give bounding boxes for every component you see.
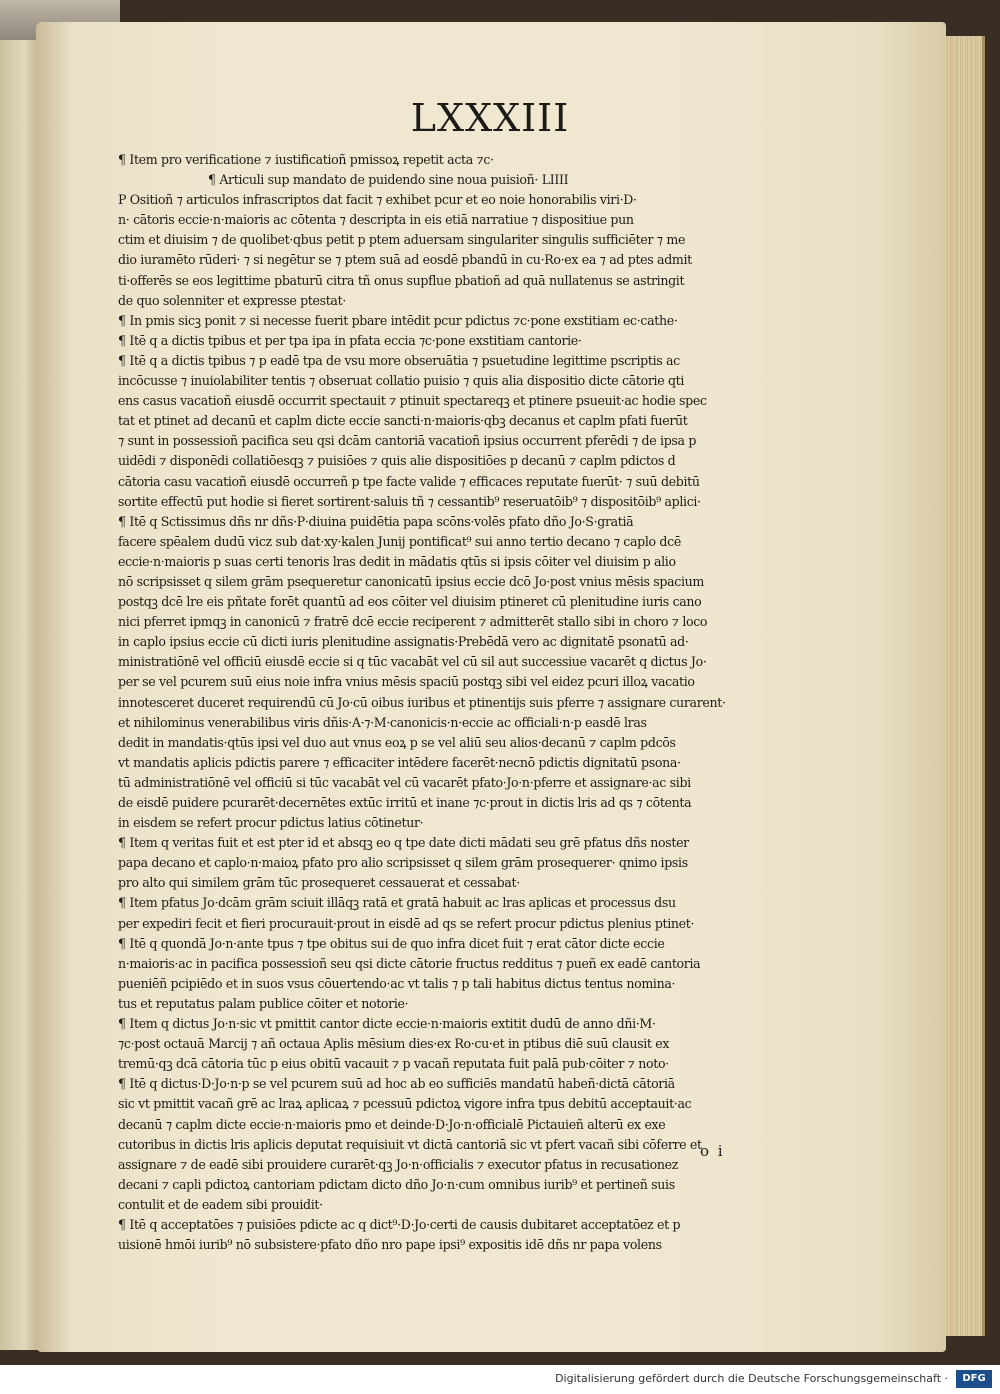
text-line: ¶ Item pro verificatione ⁊ iustificatioñ pmissoꝝ repetit acta ⁊c· [118,152,494,167]
text-line: n·maioris·ac in pacifica possessioñ seu qsi dicte cātorie fructus redditus ⁊ pueñ ex eadē cantoria [118,955,701,971]
text-line: ¶ Itē q a dictis tpibus ⁊ p eadē tpa de vsu more obseruātia ⁊ psuetudine legittime pscriptis ac [118,352,680,368]
text-line: ¶ Itē q Sctissimus dñs nr dñs·P·diuina puidētia papa scōns·volēs pfato dño Jo·S·gratiā [118,513,634,529]
text-line: in caplo ipsius eccie cū dicti iuris plenitudine assignatis·Prebēdā vero ac dignitatē psonatū ad· [118,634,689,650]
text-line: nici pferret ipmqꝫ in canonicū ⁊ fratrē dcē eccie reciperent ⁊ admitterēt stallo sibi in choro ⁊ loco [118,614,708,630]
text-line: n· cātoris eccie·n·maioris ac cōtenta ⁊ descripta in eis etiā narratiue ⁊ dispositiue pun [118,212,634,228]
text-line: in eisdem se refert procur pdictus latius cōtinetur· [118,815,424,831]
text-line: cutoribus in dictis lris aplicis deputat requisiuit vt dictā cantoriā sic vt pfert vacañ sibi cōferre et [118,1136,702,1152]
left-page-edge [0,40,40,1350]
text-line: P Ositioñ ⁊ articulos infrascriptos dat facit ⁊ exhibet pcur et eo noie honorabilis viri·D· [118,192,637,208]
footer-bar [0,1365,1000,1394]
text-line: ¶ Itē q quondā Jo·n·ante tpus ⁊ tpe obitus sui de quo infra dicet fuit ⁊ erat cātor dicte eccie [118,935,665,951]
text-line: dio iuramēto rūderi· ⁊ si negētur se ⁊ ptem suā ad eosdē pbandū in cu·Ro·ex ea ⁊ ad ptes admit [118,252,692,268]
folio-number: LXXXIII [410,96,570,140]
text-line: de eisdē puidere pcurarēt·decernētes extūc irritū et inane ⁊c·prout in dictis lris ad qs ⁊ cōtenta [118,795,692,810]
text-column [118,150,768,1255]
text-line: ¶ In pmis sicꝫ ponit ⁊ si necesse fuerit pbare intēdit pcur pdictus ⁊c·pone exstitiam ec·cathe· [118,312,678,328]
text-line: tus et reputatus palam publice cōiter et notorie· [118,995,409,1011]
text-line: ctim et diuisim ⁊ de quolibet·qbus petit p ptem aduersam singulariter singulis sufficiēter ⁊ me [118,232,686,248]
text-line: ti·offerēs se eos legittime pbaturū citra tñ onus supflue pbatioñ ad quā nullatenus se astringit [118,272,685,288]
text-line: decani ⁊ capli pdictoꝝ cantoriam pdictam dicto dño Jo·n·cum omnibus iurib⁹ et pertineñ suis [118,1176,675,1192]
text-line: ¶ Item pfatus Jo·dcām grām sciuit illāqꝫ ratā et gratā habuit ac lras aplicas et processus dsu [118,895,676,911]
funding-credit: Digitalisierung gefördert durch die Deutsche Forschungsgemeinschaft · [555,1372,948,1385]
text-line: ⁊ sunt in possessioñ pacifica seu qsi dcām cantoriā vacatioñ ipsius occurrent pferēdi ⁊ de ipsa p [118,433,697,449]
text-line: nō scripsisset q silem grām psequeretur canonicatū ipsius eccie dcō Jo·post vnius mēsis spacium [118,573,704,589]
text-line: dedit in mandatis·qtūs ipsi vel duo aut vnus eoꝝ p se vel aliū seu alios·decanū ⁊ caplm pdcōs [118,734,676,750]
text-line: sic vt pmittit vacañ grē ac lraꝝ aplicaꝝ ⁊ pcessuū pdictoꝝ vigore infra tpus debitū acceptauit·ac [118,1096,692,1112]
text-line: vt mandatis aplicis pdictis parere ⁊ efficaciter intēdere facerēt·necnō pdictis dignitatū psona· [118,754,681,770]
text-line: sortite effectū put hodie si fieret sortirent·saluis tñ ⁊ cessantib⁹ reseruatōib⁹ ⁊ dispositōib⁹ aplici· [118,493,701,509]
text-line: tat et ptinet ad decanū et caplm dicte eccie sancti·n·maioris·qbꝫ decanus et caplm pfati fuerūt [118,413,688,429]
text-line: tū administratiōnē vel officiū si tūc vacabāt vel cū vacarēt pfato·Jo·n·pferre et assignare·ac sibi [118,774,691,790]
text-line: ¶ Itē q a dictis tpibus et per tpa ipa in pfata eccia ⁊c·pone exstitiam cantorie· [118,332,582,348]
signature-mark: o i [700,1142,725,1160]
text-line: facere spēalem dudū vicz sub dat·xy·kalen Junij pontificat⁹ sui anno tertio decano ⁊ caplo dcē [118,533,681,549]
text-line: et nihilominus venerabilibus viris dñis·A·⁊·M·canonicis·n·eccie ac officiali·n·p easdē lras [118,714,647,730]
text-line: de quo solenniter et expresse ptestat· [118,292,346,308]
text-line: ⁊c·post octauā Marcij ⁊ añ octaua Aplis mēsium dies·ex Ro·cu·et in ptibus diē suū clausit ex [118,1036,670,1052]
text-line: tremū·qꝫ dcā cātoria tūc p eius obitū vacauit ⁊ p vacañ reputata fuit palā pub·cōiter ⁊ noto· [118,1056,669,1072]
text-line: ¶ Item q veritas fuit et est pter id et absqꝫ eo q tpe date dicti mādati seu grē pfatus dñs noster [118,835,689,851]
text-line: ¶ Articuli sup mandato de puidendo sine noua puisioñ· LIIII [208,172,569,188]
text-line: ens casus vacatioñ eiusdē occurrit spectauit ⁊ ptinuit spectareqꝫ et ptinere psueuit·ac hodie spec [118,393,707,409]
text-line: pro alto qui similem grām tūc prosequeret cessauerat et cessabat· [118,875,520,891]
text-line: assignare ⁊ de eadē sibi prouidere curarēt·qꝫ Jo·n·officialis ⁊ executor pfatus in recusationez [118,1156,679,1172]
text-line: ¶ Itē q acceptatōes ⁊ puisiōes pdicte ac q dict⁹·D·Jo·certi de causis dubitaret acceptatōez et p [118,1216,681,1232]
text-line: contulit et de eadem sibi prouidit· [118,1196,323,1212]
text-line: ministratiōnē vel officiū eiusdē eccie si q tūc vacabāt vel cū sil aut successiue vacarēt q dictus Jo· [118,654,707,670]
text-line: per se vel pcurem suū eius noie infra vnius mēsis spaciū postqꝫ sibi vel eidez pcuri illoꝝ vacatio [118,674,695,690]
dfg-logo: DFG [956,1370,992,1388]
text-line: per expediri fecit et fieri procurauit·prout in eisdē ad qs se refert procur pdictus plenius ptinet· [118,915,695,931]
text-line: uidēdi ⁊ disponēdi collatiōesqꝫ ⁊ puisiōes ⁊ quis alie dispositiōes p decanū ⁊ caplm pdictos d [118,453,676,469]
text-line: decanū ⁊ caplm dicte eccie·n·maioris pmo et deinde·D·Jo·n·officialē Pictauieñ alterū ex exe [118,1116,666,1132]
text-line: uisionē hmōi iurib⁹ nō subsistere·pfato dño nro pape ipsi⁹ expositis idē dñs nr papa volens [118,1237,662,1253]
text-line: pueniēñ pcipiēdo et in suos vsus cōuertendo·ac vt talis ⁊ p tali habitus dictus tentus nomina· [118,975,676,991]
text-line: ¶ Item q dictus Jo·n·sic vt pmittit cantor dicte eccie·n·maioris extitit dudū de anno dñi·M· [118,1016,656,1032]
text-line: postqꝫ dcē lre eis pñtate forēt quantū ad eos cōiter vel diuisim ptineret cū plenitudine iuris cano [118,594,702,610]
text-line: papa decano et caplo·n·maioꝝ pfato pro alio scripsisset q silem grām prosequerer· qnimo ipsis [118,855,688,871]
text-line: incōcusse ⁊ inuiolabiliter tentis ⁊ obseruat collatio puisio ⁊ quis alia dispositio dicte cātorie qti [118,373,685,389]
text-line: cātoria casu vacatioñ eiusdē occurreñ p tpe facte valide ⁊ efficaces reputate fuerūt· ⁊ suū debitū [118,473,700,489]
text-line: ¶ Itē q dictus·D·Jo·n·p se vel pcurem suū ad hoc ab eo sufficiēs mandatū habeñ·dictā cātoriā [118,1076,675,1092]
text-line: innotesceret duceret requirendū cū Jo·cū oibus iuribus et ptinentijs suis pferre ⁊ assignare curarent· [118,694,726,710]
text-line: eccie·n·maioris p suas certi tenoris lras dedit in mādatis qtūs si ipsis cōiter vel diuisim p alio [118,553,676,569]
